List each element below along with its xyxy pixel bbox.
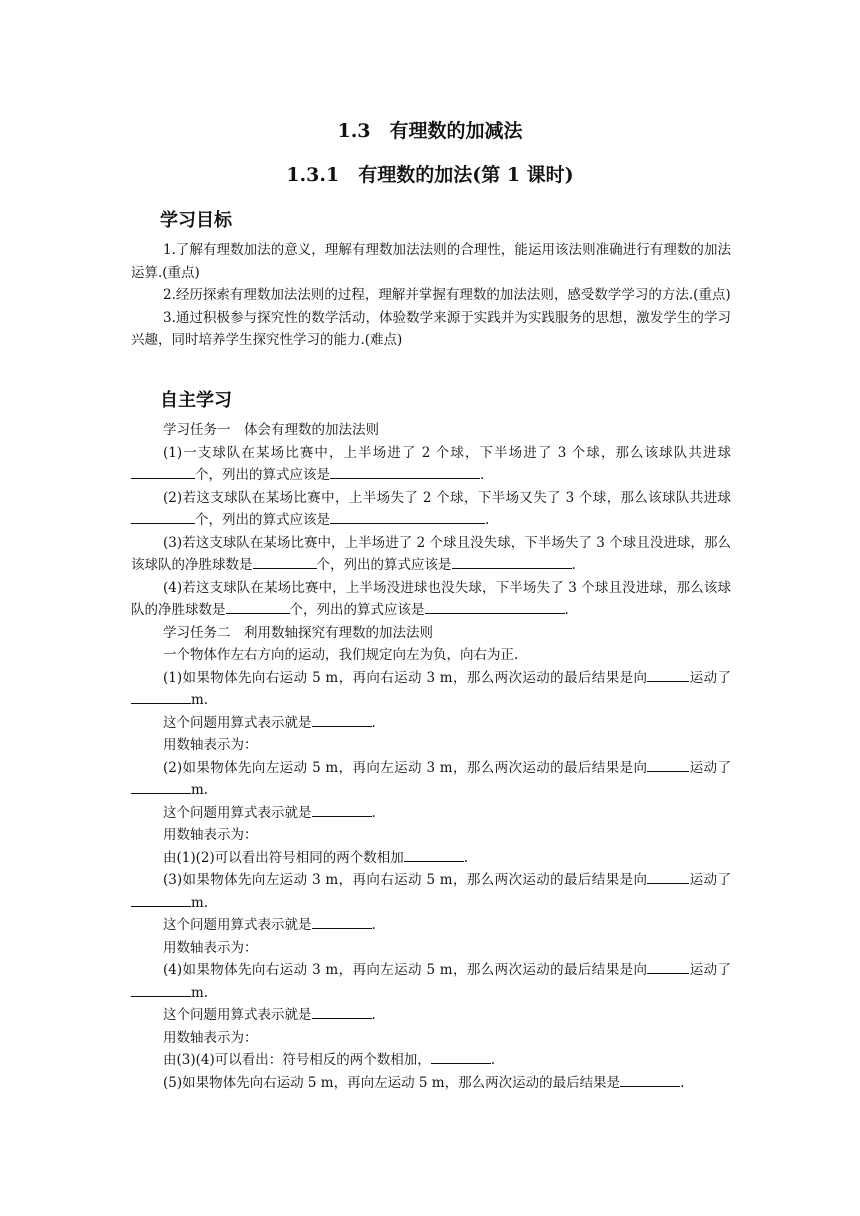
question: (4)若这支球队在某场比赛中，上半场没进球也没失球，下半场失了 3 个球且没进球，那么该球队的净胜球数是 个，列出的算式应该是 . xyxy=(131,579,731,618)
answer-blank[interactable] xyxy=(226,599,290,614)
question: (4)如果物体先向右运动 3 m，再向左运动 5 m，那么两次运动的最后结果是向 运动了m. xyxy=(131,959,731,1004)
goal-item: 3.通过积极参与探究性的数学活动，体验数学来源于实践并为实践服务的思想，激发学生的学习兴趣，同时培养学生探究性学习的能力.(难点) xyxy=(131,309,731,348)
answer-blank[interactable] xyxy=(131,689,191,704)
answer-blank[interactable] xyxy=(647,869,689,884)
self-study-content xyxy=(131,419,731,1094)
answer-blank[interactable] xyxy=(431,1049,491,1064)
answer-blank[interactable] xyxy=(131,982,191,997)
answer-blank[interactable] xyxy=(312,1004,372,1019)
answer-blank[interactable] xyxy=(647,757,689,772)
expression-line: 这个问题用算式表示就是 . xyxy=(131,914,731,937)
expression-line: 这个问题用算式表示就是 . xyxy=(131,1004,731,1027)
answer-blank[interactable] xyxy=(131,892,191,907)
task2-intro: 一个物体作左右方向的运动，我们规定向左为负，向右为正. xyxy=(163,647,519,663)
goal-item: 2.经历探索有理数加法法则的过程，理解并掌握有理数的加法法则，感受数学学习的方法.(重点) xyxy=(163,287,731,303)
goals-list xyxy=(131,239,731,352)
answer-blank[interactable] xyxy=(131,509,195,524)
section-title: 1.3 有理数的加减法 xyxy=(337,120,523,142)
number-line-label: 用数轴表示为： xyxy=(163,939,258,956)
question: (2)若这支球队在某场比赛中，上半场失了 2 个球，下半场又失了 3 个球，那么该球队共进球个，列出的算式应该是 . xyxy=(131,487,731,532)
expression-line: 这个问题用算式表示就是 . xyxy=(131,712,731,735)
answer-blank[interactable] xyxy=(312,914,372,929)
self-study-heading: 自主学习 xyxy=(160,390,232,411)
answer-blank[interactable] xyxy=(253,554,317,569)
goal-item: 1.了解有理数加法的意义，理解有理数加法法则的合理性，能运用该法则准确进行有理数的加法运算.(重点) xyxy=(131,242,731,281)
answer-blank[interactable] xyxy=(425,599,565,614)
question: (3)若这支球队在某场比赛中，上半场进了 2 个球且没失球，下半场失了 3 个球且没进球，那么该球队的净胜球数是 个，列出的算式应该是 . xyxy=(131,534,731,573)
task2-title: 学习任务二 利用数轴探究有理数的加法法则 xyxy=(163,624,433,641)
answer-blank[interactable] xyxy=(131,464,195,479)
goals-heading: 学习目标 xyxy=(160,210,232,231)
answer-blank[interactable] xyxy=(330,464,480,479)
question: (5)如果物体先向右运动 5 m，再向左运动 5 m，那么两次运动的最后结果是 . xyxy=(131,1072,731,1095)
answer-blank[interactable] xyxy=(620,1072,680,1087)
lesson-title: 1.3.1 有理数的加法(第 1 课时) xyxy=(286,164,574,186)
number-line-label: 用数轴表示为： xyxy=(163,827,258,843)
question: (1)如果物体先向右运动 5 m，再向右运动 3 m，那么两次运动的最后结果是向 运动了m. xyxy=(131,667,731,712)
answer-blank[interactable] xyxy=(312,802,372,817)
answer-blank[interactable] xyxy=(312,712,372,727)
number-line-label: 用数轴表示为： xyxy=(163,1029,258,1046)
question: (2)如果物体先向左运动 5 m，再向左运动 3 m，那么两次运动的最后结果是向 运动了m. xyxy=(131,757,731,802)
expression-line: 这个问题用算式表示就是 . xyxy=(131,802,731,825)
answer-blank[interactable] xyxy=(452,554,572,569)
answer-blank[interactable] xyxy=(131,779,191,794)
conclusion: 由(1)(2)可以看出符号相同的两个数相加 . xyxy=(131,847,731,870)
answer-blank[interactable] xyxy=(647,959,689,974)
conclusion: 由(3)(4)可以看出：符号相反的两个数相加， . xyxy=(131,1049,731,1072)
answer-blank[interactable] xyxy=(330,509,485,524)
task1-title: 学习任务一 体会有理数的加法法则 xyxy=(163,422,379,438)
answer-blank[interactable] xyxy=(647,667,689,682)
question: (1)一支球队在某场比赛中，上半场进了 2 个球，下半场进了 3 个球，那么该球队共进球个，列出的算式应该是 . xyxy=(131,442,731,487)
question: (3)如果物体先向左运动 3 m，再向右运动 5 m，那么两次运动的最后结果是向 运动了m. xyxy=(131,869,731,914)
number-line-label: 用数轴表示为： xyxy=(163,737,258,753)
answer-blank[interactable] xyxy=(404,847,464,862)
